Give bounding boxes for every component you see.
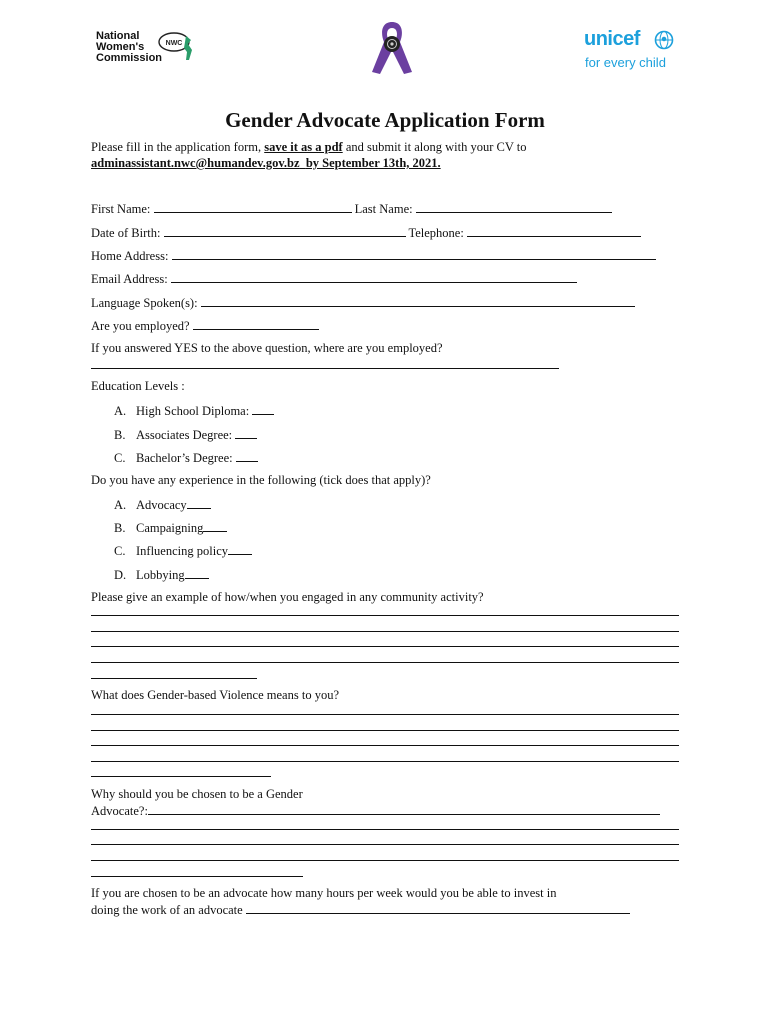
bachelors-field[interactable] <box>236 450 258 462</box>
unicef-wordmark: unicef <box>584 28 640 50</box>
name-row <box>91 201 612 217</box>
education-item-high-school: A. High School Diploma: <box>114 403 274 419</box>
gbv-answer-line[interactable] <box>91 745 679 746</box>
experience-question: Do you have any experience in the following (tick does that apply)? <box>91 473 431 487</box>
home-address-row <box>91 248 656 264</box>
associates-field[interactable] <box>235 427 257 439</box>
email-address-label: Email Address: <box>91 272 168 286</box>
nwc-logo-text: National Women's Commission <box>96 30 163 64</box>
home-address-label: Home Address: <box>91 249 169 263</box>
experience-item-influencing-policy: C. Influencing policy <box>114 543 252 559</box>
community-activity-question: Please give an example of how/when you engaged in any community activity? <box>91 590 484 604</box>
telephone-field[interactable] <box>467 225 641 237</box>
gbv-answer-line[interactable] <box>91 761 679 762</box>
employed-row <box>91 318 319 334</box>
advocacy-field[interactable] <box>187 497 211 509</box>
why-chosen-answer-line[interactable] <box>91 844 679 845</box>
gbv-answer-line[interactable] <box>91 714 679 715</box>
unicef-logo <box>584 28 684 72</box>
submission-deadline: by September 13th, 2021. <box>305 156 441 170</box>
employed-where-question: If you answered YES to the above question, where are you employed? <box>91 341 443 355</box>
dob-phone-row <box>91 225 641 241</box>
community-answer-line[interactable] <box>91 662 679 663</box>
languages-row <box>91 295 635 311</box>
experience-item-advocacy: A. Advocacy <box>114 497 211 513</box>
purple-ribbon-icon <box>364 20 420 76</box>
last-name-label: Last Name: <box>354 202 413 216</box>
employed-field[interactable] <box>193 318 319 330</box>
email-address-field[interactable] <box>171 271 577 283</box>
experience-item-campaigning: B. Campaigning <box>114 520 227 536</box>
last-name-field[interactable] <box>416 201 612 213</box>
languages-field[interactable] <box>201 295 635 307</box>
nwc-logo <box>96 28 206 68</box>
home-address-field[interactable] <box>172 248 656 260</box>
community-answer-line[interactable] <box>91 646 679 647</box>
influencing-policy-field[interactable] <box>228 543 252 555</box>
gbv-answer-line[interactable] <box>91 730 679 731</box>
hours-question-cont: doing the work of an advocate <box>91 902 630 918</box>
community-answer-line[interactable] <box>91 615 679 616</box>
nwc-badge-icon <box>156 30 198 66</box>
employed-where-field[interactable] <box>91 368 559 369</box>
dob-field[interactable] <box>164 225 406 237</box>
why-chosen-answer-line[interactable] <box>91 876 303 877</box>
education-item-bachelors: C. Bachelor’s Degree: <box>114 450 258 466</box>
intro-line: Please fill in the application form, save it as a pdf and submit it along with your CV to <box>91 140 527 154</box>
campaigning-field[interactable] <box>203 520 227 532</box>
lobbying-field[interactable] <box>185 567 209 579</box>
languages-label: Language Spoken(s): <box>91 296 198 310</box>
telephone-label: Telephone: <box>408 226 464 240</box>
dob-label: Date of Birth: <box>91 226 161 240</box>
education-item-associates: B. Associates Degree: <box>114 427 257 443</box>
first-name-label: First Name: <box>91 202 151 216</box>
community-answer-line[interactable] <box>91 631 679 632</box>
form-title: Gender Advocate Application Form <box>225 108 545 132</box>
unicef-globe-icon <box>654 30 674 50</box>
first-name-field[interactable] <box>154 201 352 213</box>
hours-question: If you are chosen to be an advocate how many hours per week would you be able to invest in <box>91 886 557 900</box>
experience-item-lobbying: D. Lobbying <box>114 567 209 583</box>
unicef-tagline: for every child <box>585 55 666 70</box>
save-pdf-instruction: save it as a pdf <box>264 140 343 154</box>
why-chosen-field[interactable] <box>148 803 660 815</box>
education-label: Education Levels : <box>91 379 185 393</box>
gbv-answer-line[interactable] <box>91 776 271 777</box>
high-school-field[interactable] <box>252 403 274 415</box>
email-address-row <box>91 271 577 287</box>
employed-label: Are you employed? <box>91 319 190 333</box>
why-chosen-question: Why should you be chosen to be a Gender <box>91 787 303 801</box>
submission-email[interactable]: adminassistant.nwc@humandev.gov.bz <box>91 156 300 170</box>
why-chosen-answer-line[interactable] <box>91 829 679 830</box>
community-answer-line[interactable] <box>91 678 257 679</box>
why-chosen-answer-line[interactable] <box>91 860 679 861</box>
hours-field[interactable] <box>246 902 630 914</box>
svg-text:NWC: NWC <box>165 40 183 47</box>
submission-email-line <box>91 156 441 171</box>
why-chosen-question-cont: Advocate?: <box>91 803 660 819</box>
gbv-question: What does Gender-based Violence means to you? <box>91 688 339 702</box>
